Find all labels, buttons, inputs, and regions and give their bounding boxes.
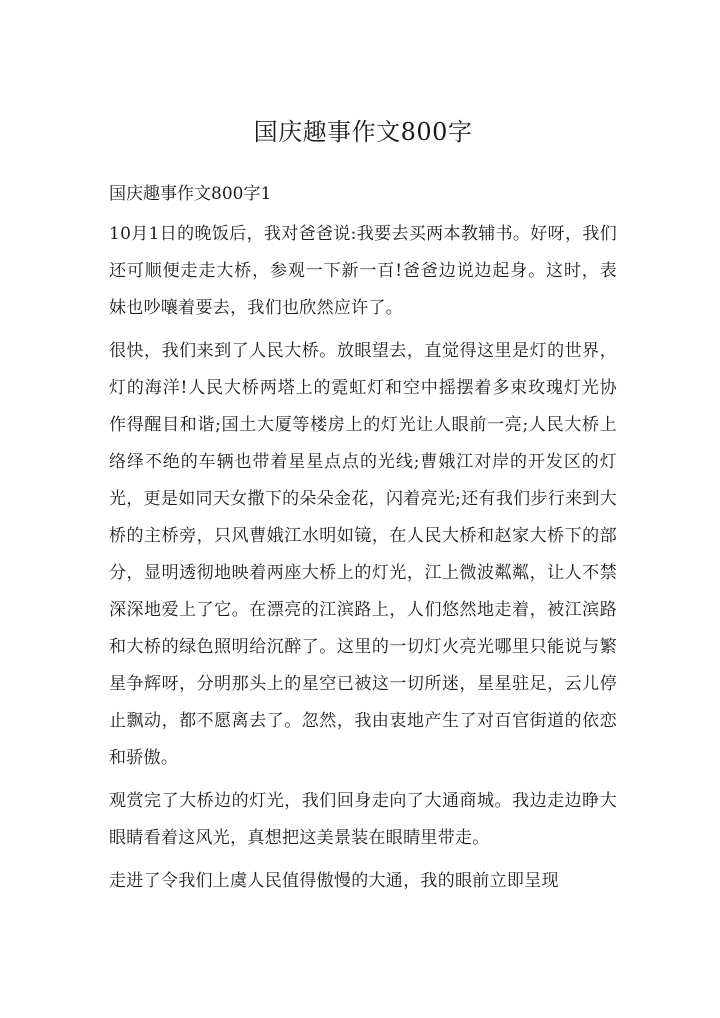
document-title: 国庆趣事作文800字: [253, 118, 473, 146]
paragraph-3: 观赏完了大桥边的灯光，我们回身走向了大通商城。我边走边睁大眼睛看着这风光，真想把这美景装在眼睛里带走。: [109, 791, 617, 848]
section-heading: 国庆趣事作文800字1: [109, 184, 272, 204]
paragraph-2: 很快，我们来到了人民大桥。放眼望去，直觉得这里是灯的世界，灯的海洋!人民大桥两塔上的霓虹灯和空中摇摆着多束玫瑰灯光协作得醒目和谐;国土大厦等楼房上的灯光让人眼前一亮;人民大桥上络绎不绝的车辆也带着星星点点的光线;曹娥江对岸的开发区的灯光，更是如同天女撒下的朵朵金花，闪着亮光;还有我们步行来到大桥的主桥旁，只风曹娥江水明如镜，在人民大桥和赵家大桥下的部分，显明透彻地映着两座大桥上的灯光，江上微波粼粼，让人不禁深深地爱上了它。在漂亮的江滨路上，人们悠然地走着，被江滨路和大桥的绿色照明给沉醉了。这里的一切灯火亮光哪里只能说与繁星争辉呀，分明那头上的星空已被这一切所迷，星星驻足，云儿停止飘动，都不愿离去了。忽然，我由衷地产生了对百官街道的依恋和骄傲。: [109, 341, 617, 768]
paragraph-1: 10月1日的晚饭后，我对爸爸说:我要去买两本教辅书。好呀，我们还可顺便走走大桥，参观一下新一百!爸爸边说边起身。这时，表妹也吵嚷着要去，我们也欣然应许了。: [109, 224, 617, 318]
paragraph-4: 走进了令我们上虞人民值得傲慢的大通，我的眼前立即呈现: [109, 871, 559, 891]
